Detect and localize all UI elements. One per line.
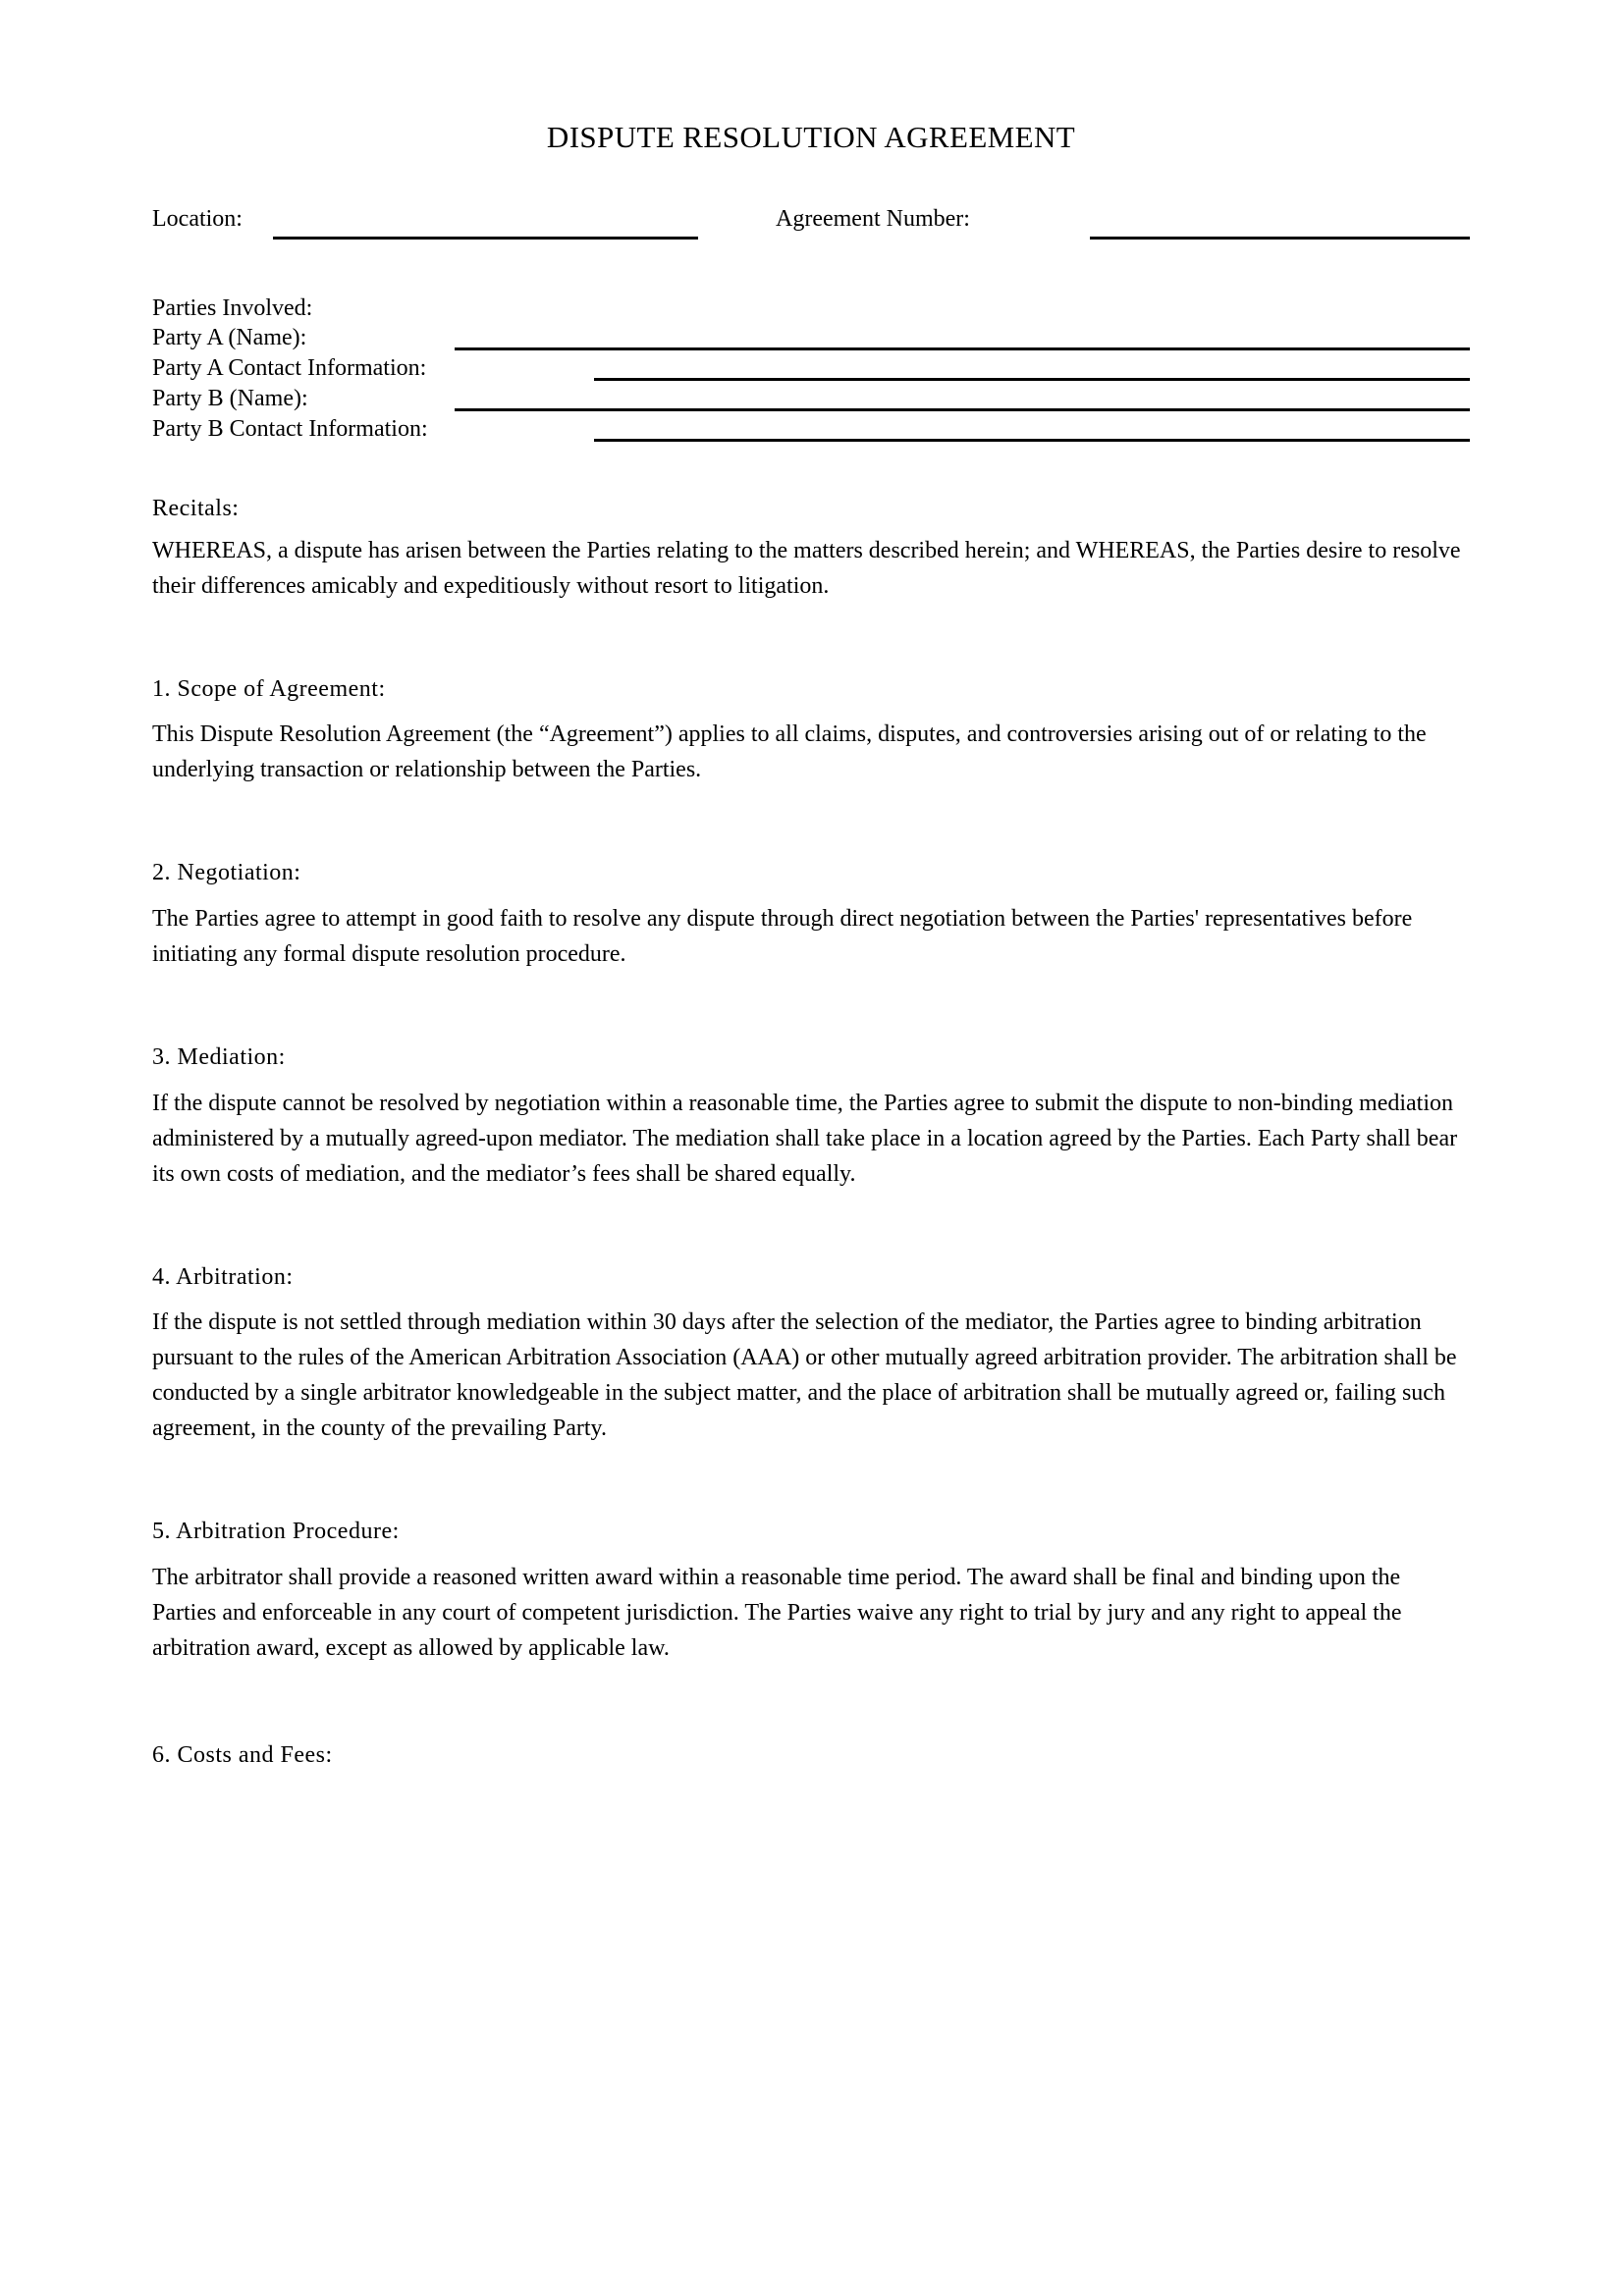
section-arbitration xyxy=(152,1262,1470,1447)
section-negotiation xyxy=(152,858,1470,972)
recitals-body: WHEREAS, a dispute has arisen between the Parties relating to the matters described herein; and WHEREAS, the Parties desire to resolve their differences amicably and expeditiously without resort to litigation. xyxy=(152,537,1461,599)
party-b-contact-label: Party B Contact Information: xyxy=(152,415,428,442)
party-b-name-row xyxy=(152,386,1470,416)
party-a-name-row xyxy=(152,325,1470,355)
party-a-contact-row xyxy=(152,355,1470,386)
party-a-name-label: Party A (Name): xyxy=(152,324,307,350)
party-b-contact-row xyxy=(152,416,1470,447)
party-b-name-input-line[interactable] xyxy=(455,408,1470,411)
header-fields-row xyxy=(152,206,1470,249)
section-body-scope-of-agreement: This Dispute Resolution Agreement (the “Agreement”) applies to all claims, disputes, and controversies arising out of or relating to the underlying transaction or relationship between the Parties. xyxy=(152,721,1427,783)
agreement-number-label: Agreement Number: xyxy=(776,206,970,233)
agreement-number-input-line[interactable] xyxy=(1090,237,1470,240)
section-body-negotiation: The Parties agree to attempt in good faith to resolve any dispute through direct negotiation between the Parties' representatives before initiating any formal dispute resolution procedure. xyxy=(152,905,1413,967)
section-scope-of-agreement xyxy=(152,674,1470,788)
party-a-contact-label: Party A Contact Information: xyxy=(152,354,427,381)
section-mediation xyxy=(152,1042,1470,1192)
section-heading-mediation: 3. Mediation: xyxy=(152,1043,286,1070)
section-body-arbitration: If the dispute is not settled through mediation within 30 days after the selection of the mediator, the Parties agree to binding arbitration pursuant to the rules of the American Arbitration Association (AAA) or other mutually agreed arbitration provider. The arbitration shall be conducted by a single arbitrator knowledgeable in the subject matter, and the place of arbitration shall be mutually agreed or, failing such agreement, in the county of the prevailing Party. xyxy=(152,1309,1457,1442)
party-b-name-label: Party B (Name): xyxy=(152,385,308,411)
section-arbitration-procedure xyxy=(152,1517,1470,1666)
page-title: DISPUTE RESOLUTION AGREEMENT xyxy=(546,120,1076,154)
recitals-section xyxy=(152,494,1470,604)
section-body-mediation: If the dispute cannot be resolved by negotiation within a reasonable time, the Parties agree to submit the dispute to non-binding mediation administered by a mutually agreed-upon mediator. The mediation shall take place in a location agreed by the Parties. Each Party shall bear its own costs of mediation, and the mediator’s fees shall be shared equally. xyxy=(152,1090,1458,1187)
party-a-name-input-line[interactable] xyxy=(455,347,1470,350)
section-costs-and-fees xyxy=(152,1740,1470,1772)
section-heading-arbitration: 4. Arbitration: xyxy=(152,1263,294,1290)
party-a-contact-input-line[interactable] xyxy=(594,378,1470,381)
section-heading-costs-and-fees: 6. Costs and Fees: xyxy=(152,1741,333,1768)
party-b-contact-input-line[interactable] xyxy=(594,439,1470,442)
parties-involved-heading: Parties Involved: xyxy=(152,295,313,322)
document-content xyxy=(152,0,1470,1780)
parties-involved-block xyxy=(152,294,1470,447)
location-input-line[interactable] xyxy=(273,237,698,240)
recitals-heading: Recitals: xyxy=(152,495,240,521)
section-body-arbitration-procedure: The arbitrator shall provide a reasoned written award within a reasonable time period. The award shall be final and binding upon the Parties and enforceable in any court of competent jurisdiction. The Parties waive any right to trial by jury and any right to appeal the arbitration award, except as allowed by applicable law. xyxy=(152,1564,1402,1661)
section-heading-arbitration-procedure: 5. Arbitration Procedure: xyxy=(152,1519,400,1545)
section-heading-scope-of-agreement: 1. Scope of Agreement: xyxy=(152,675,386,702)
location-label: Location: xyxy=(152,206,243,233)
section-heading-negotiation: 2. Negotiation: xyxy=(152,860,301,886)
